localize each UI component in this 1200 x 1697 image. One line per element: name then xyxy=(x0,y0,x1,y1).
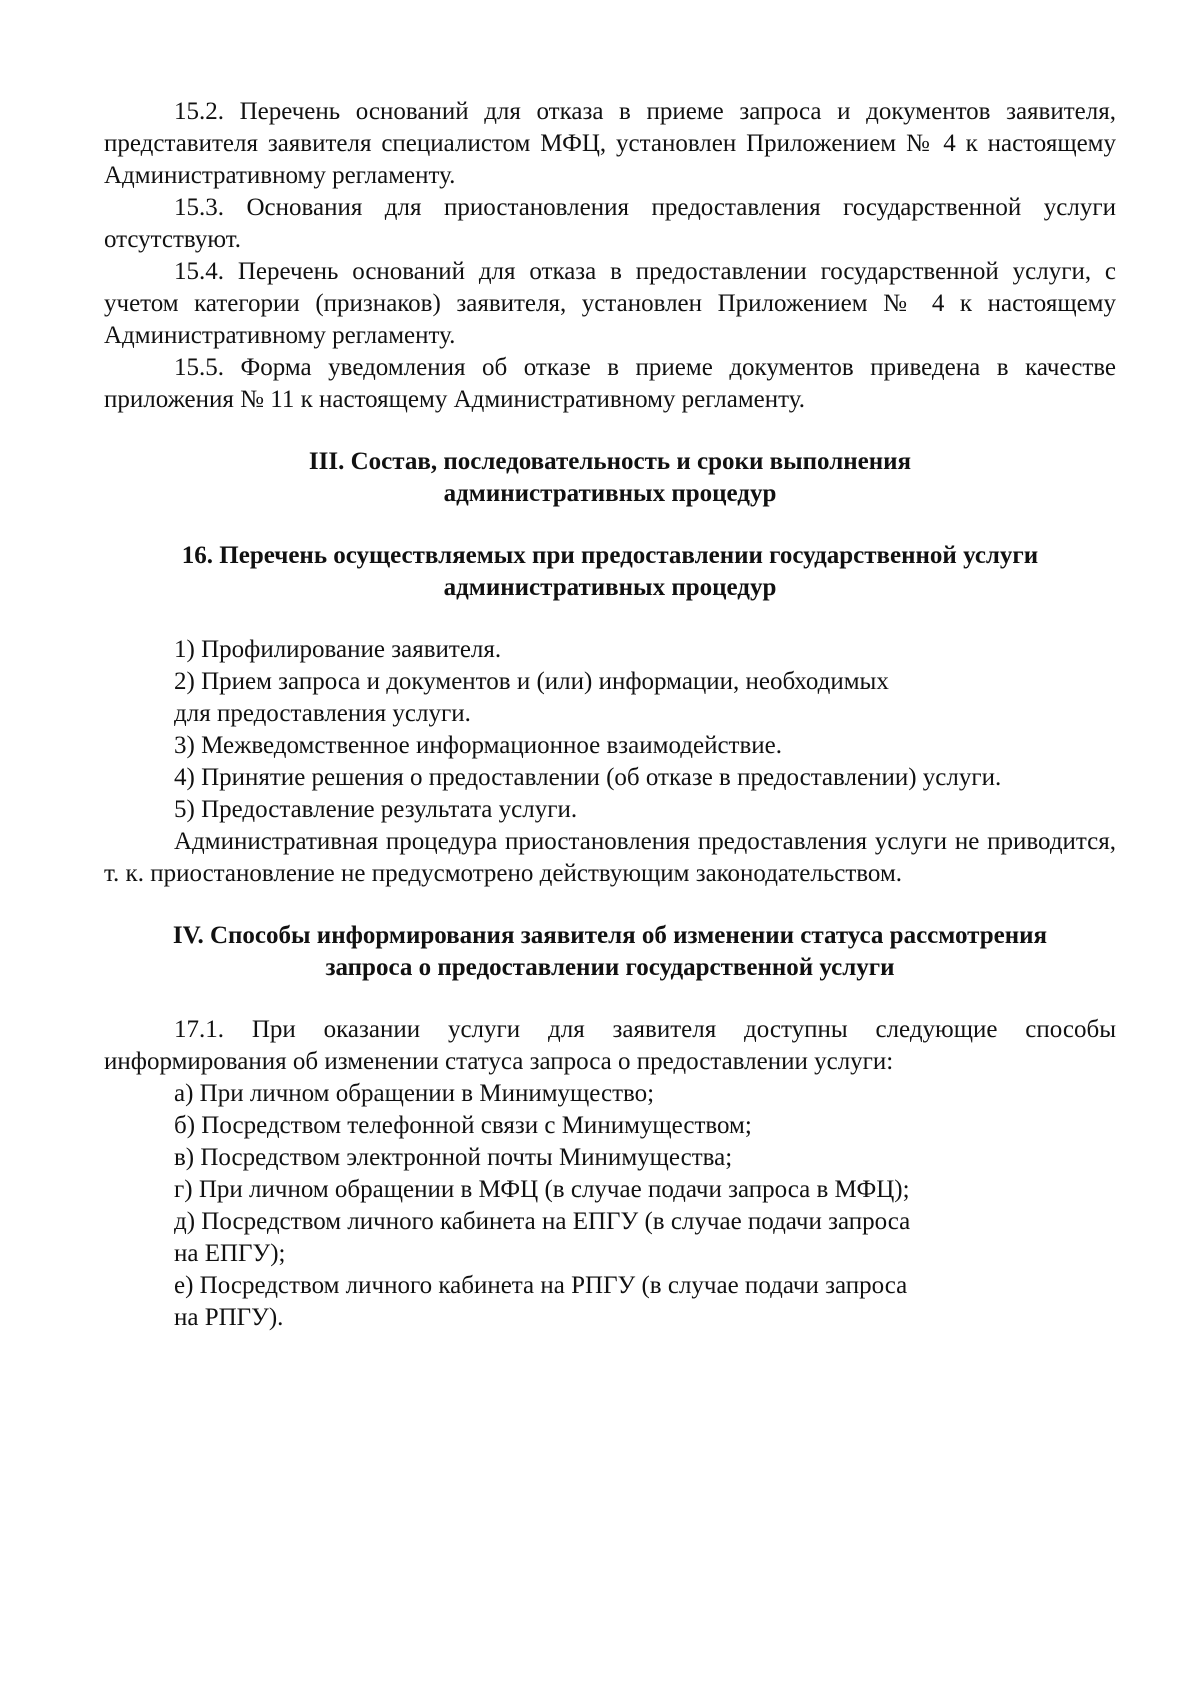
list-item-continuation: для предоставления услуги. xyxy=(174,700,471,727)
paragraph-15-5: 15.5. Форма уведомления об отказе в приеме документов приведена в качестве приложения № 11 к настоящему Административному регламенту. xyxy=(104,354,1116,413)
section-4-heading xyxy=(104,920,1116,984)
section-3-heading-line-1: III. Состав, последовательность и сроки выполнения xyxy=(308,448,912,475)
section-16-heading xyxy=(104,540,1116,604)
list-item: б) Посредством телефонной связи с Минимуществом; xyxy=(174,1112,752,1139)
section-3-heading xyxy=(104,446,1116,510)
informing-methods-list xyxy=(104,1078,1116,1334)
list-item: 3) Межведомственное информационное взаимодействие. xyxy=(174,732,783,759)
suspension-note: Административная процедура приостановления предоставления услуги не приводится, т. к. приостановление не предусмотрено действующим законодательством. xyxy=(104,828,1116,887)
section-16-heading-line-1: 16. Перечень осуществляемых при предоставлении государственной услуги xyxy=(181,542,1039,569)
paragraph-17-1: 17.1. При оказании услуги для заявителя доступны следующие способы информирования об изменении статуса запроса о предоставлении услуги: xyxy=(104,1016,1116,1075)
section-3-heading-line-2: административных процедур xyxy=(443,480,777,507)
section-16-heading-line-2: административных процедур xyxy=(443,574,777,601)
list-item: г) При личном обращении в МФЦ (в случае подачи запроса в МФЦ); xyxy=(174,1176,910,1203)
list-item-continuation: на ЕПГУ); xyxy=(174,1240,286,1267)
document-page xyxy=(104,96,1116,1334)
list-item: 2) Прием запроса и документов и (или) информации, необходимых xyxy=(174,668,889,695)
list-item: д) Посредством личного кабинета на ЕПГУ (в случае подачи запроса xyxy=(174,1208,911,1235)
list-item: а) При личном обращении в Минимущество; xyxy=(174,1080,655,1107)
list-item-continuation: на РПГУ). xyxy=(174,1304,284,1331)
list-item: 1) Профилирование заявителя. xyxy=(174,636,502,663)
section-4-heading-line-2: запроса о предоставлении государственной услуги xyxy=(325,954,895,981)
paragraph-15-2: 15.2. Перечень оснований для отказа в приеме запроса и документов заявителя, представителя заявителя специалистом МФЦ, установлен Приложением № 4 к настоящему Административному регламенту. xyxy=(104,98,1116,189)
paragraph-15-4: 15.4. Перечень оснований для отказа в предоставлении государственной услуги, с учетом категории (признаков) заявителя, установлен Приложением № 4 к настоящему Административному регламенту. xyxy=(104,258,1116,349)
list-item: е) Посредством личного кабинета на РПГУ (в случае подачи запроса xyxy=(174,1272,908,1299)
list-item: в) Посредством электронной почты Минимущества; xyxy=(174,1144,733,1171)
paragraph-15-3: 15.3. Основания для приостановления предоставления государственной услуги отсутствуют. xyxy=(104,194,1116,253)
list-item: 5) Предоставление результата услуги. xyxy=(174,796,578,823)
list-item: 4) Принятие решения о предоставлении (об отказе в предоставлении) услуги. xyxy=(174,764,1002,791)
section-4-heading-line-1: IV. Способы информирования заявителя об изменении статуса рассмотрения xyxy=(172,922,1048,949)
procedures-list xyxy=(104,634,1116,826)
